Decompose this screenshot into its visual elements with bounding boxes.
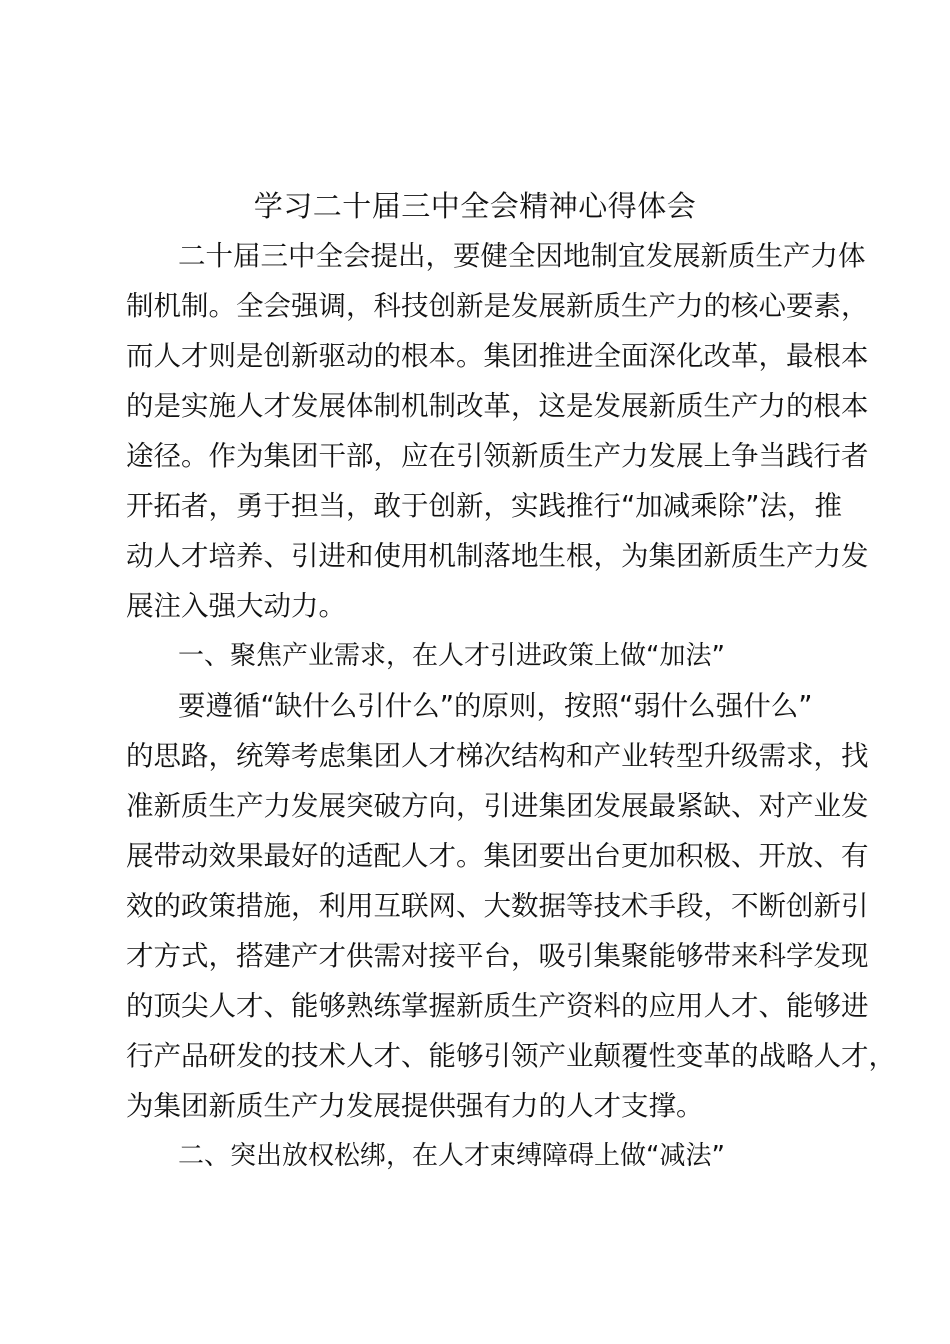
- paragraph-2-line-9: 为集团新质生产力发展提供强有力的人才支撑。: [126, 1090, 704, 1122]
- paragraph-2-line-1: 要遵循“缺什么引什么”的原则，按照“弱什么强什么”: [178, 690, 813, 722]
- paragraph-2-line-7: 的顶尖人才、能够熟练掌握新质生产资料的应用人才、能够进: [126, 990, 869, 1022]
- paragraph-1-line-7: 动人才培养、引进和使用机制落地生根，为集团新质生产力发: [126, 540, 869, 572]
- paragraph-2-line-4: 展带动效果最好的适配人才。集团要出台更加积极、开放、有: [126, 840, 869, 872]
- paragraph-1-line-2: 制机制。全会强调，科技创新是发展新质生产力的核心要素，: [126, 290, 869, 322]
- paragraph-1-line-6: 开拓者，勇于担当，敢于创新，实践推行“加减乘除”法，推: [126, 490, 842, 522]
- paragraph-1-line-8: 展注入强大动力。: [126, 590, 346, 622]
- paragraph-2-line-2: 的思路，统筹考虑集团人才梯次结构和产业转型升级需求，找: [126, 740, 869, 772]
- paragraph-2-line-5: 效的政策措施，利用互联网、大数据等技术手段，不断创新引: [126, 890, 869, 922]
- section-heading-1: 一、聚焦产业需求，在人才引进政策上做“加法”: [178, 641, 725, 671]
- paragraph-1-line-5: 途径。作为集团干部，应在引领新质生产力发展上争当践行者: [126, 440, 869, 472]
- paragraph-2-line-3: 准新质生产力发展突破方向，引进集团发展最紧缺、对产业发: [126, 790, 869, 822]
- paragraph-2-line-8: 行产品研发的技术人才、能够引领产业颠覆性变革的战略人才，: [126, 1040, 896, 1072]
- paragraph-1-line-3: 而人才则是创新驱动的根本。集团推进全面深化改革，最根本: [126, 340, 869, 372]
- paragraph-1-line-4: 的是实施人才发展体制机制改革，这是发展新质生产力的根本: [126, 390, 869, 422]
- paragraph-1-line-1: 二十届三中全会提出，要健全因地制宜发展新质生产力体: [178, 240, 866, 272]
- document-title: 学习二十届三中全会精神心得体会: [253, 189, 697, 223]
- paragraph-2-line-6: 才方式，搭建产才供需对接平台，吸引集聚能够带来科学发现: [126, 940, 869, 972]
- section-heading-2: 二、突出放权松绑，在人才束缚障碍上做“减法”: [178, 1141, 725, 1171]
